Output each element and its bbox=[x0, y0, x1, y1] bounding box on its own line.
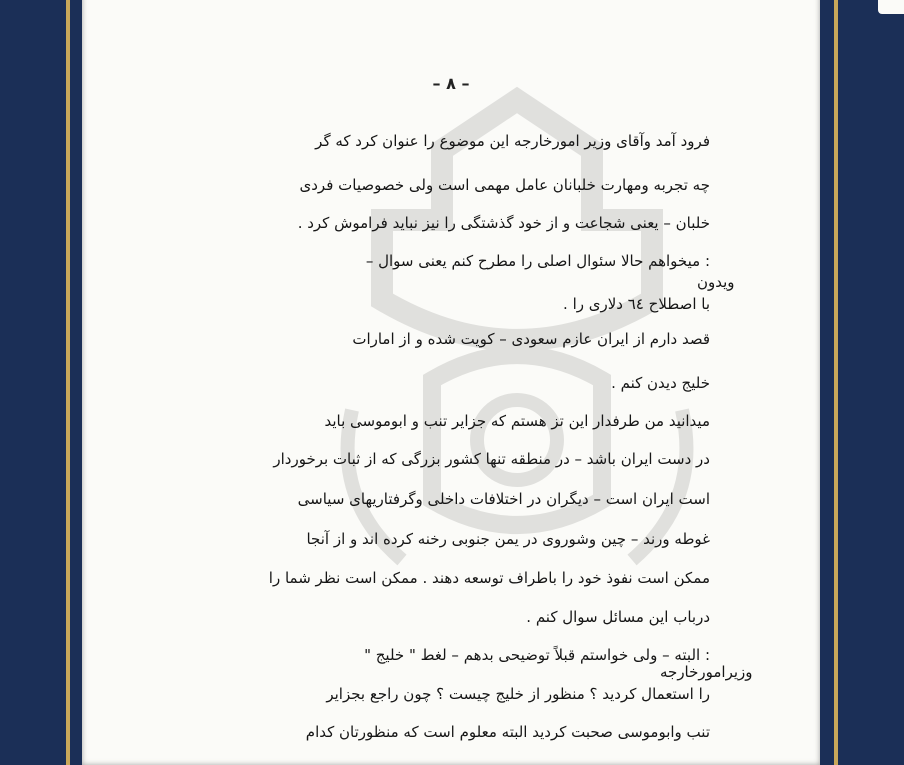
speaker-label-weidon: ویدون bbox=[697, 273, 735, 291]
text-line: قصد دارم از ایران عازم سعودی – کویت شده و از امارات bbox=[352, 330, 710, 348]
text-line: چه تجربه ومهارت خلبانان عامل مهمی است ولی خصوصیات فردی bbox=[299, 176, 710, 194]
document-page bbox=[82, 0, 820, 765]
text-line: ممکن است نفوذ خود را باطراف توسعه دهند . ممکن است نظر شما را bbox=[268, 569, 710, 587]
text-line: غوطه ورند – چین وشوروی در یمن جنوبی رخنه کرده اند و از آنجا bbox=[306, 530, 710, 548]
corner-tab bbox=[878, 0, 904, 14]
text-line: در دست ایران باشد – در منطقه تنها کشور بزرگی که از ثبات برخوردار bbox=[273, 450, 710, 468]
text-line: : میخواهم حالا سئوال اصلی را مطرح کنم یعنی سوال – bbox=[365, 252, 710, 270]
text-line: درباب این مسائل سوال کنم . bbox=[526, 608, 710, 626]
text-line: خلیج دیدن کنم . bbox=[611, 374, 710, 392]
page-number: – ۸ – bbox=[432, 74, 470, 93]
speaker-label-foreign-minister: وزیرامورخارجه bbox=[660, 663, 753, 681]
text-line: میدانید من طرفدار این تز هستم که جزایر تنب و ابوموسی باید bbox=[324, 412, 710, 430]
text-line: تنب وابوموسی صحبت کردید البته معلوم است که منظورتان کدام bbox=[305, 723, 710, 741]
text-line: را استعمال کردید ؟ منظور از خلیج چیست ؟ چون راجع بجزایر bbox=[326, 685, 710, 703]
top-rule bbox=[332, 0, 532, 1]
text-line: خلبان – یعنی شجاعت و از خود گذشتگی را نیز نباید فراموش کرد . bbox=[297, 214, 710, 232]
text-line: است ایران است – دیگران در اختلافات داخلی وگرفتاریهای سیاسی bbox=[297, 490, 710, 508]
text-line: فرود آمد وآقای وزیر امورخارجه این موضوع را عنوان کرد که گر bbox=[315, 132, 710, 150]
text-line: : البته – ولی خواستم قبلاً توضیحی بدهم – لغط " خلیج " bbox=[364, 646, 710, 664]
text-line: با اصطلاح ٦٤ دلاری را . bbox=[563, 295, 710, 313]
